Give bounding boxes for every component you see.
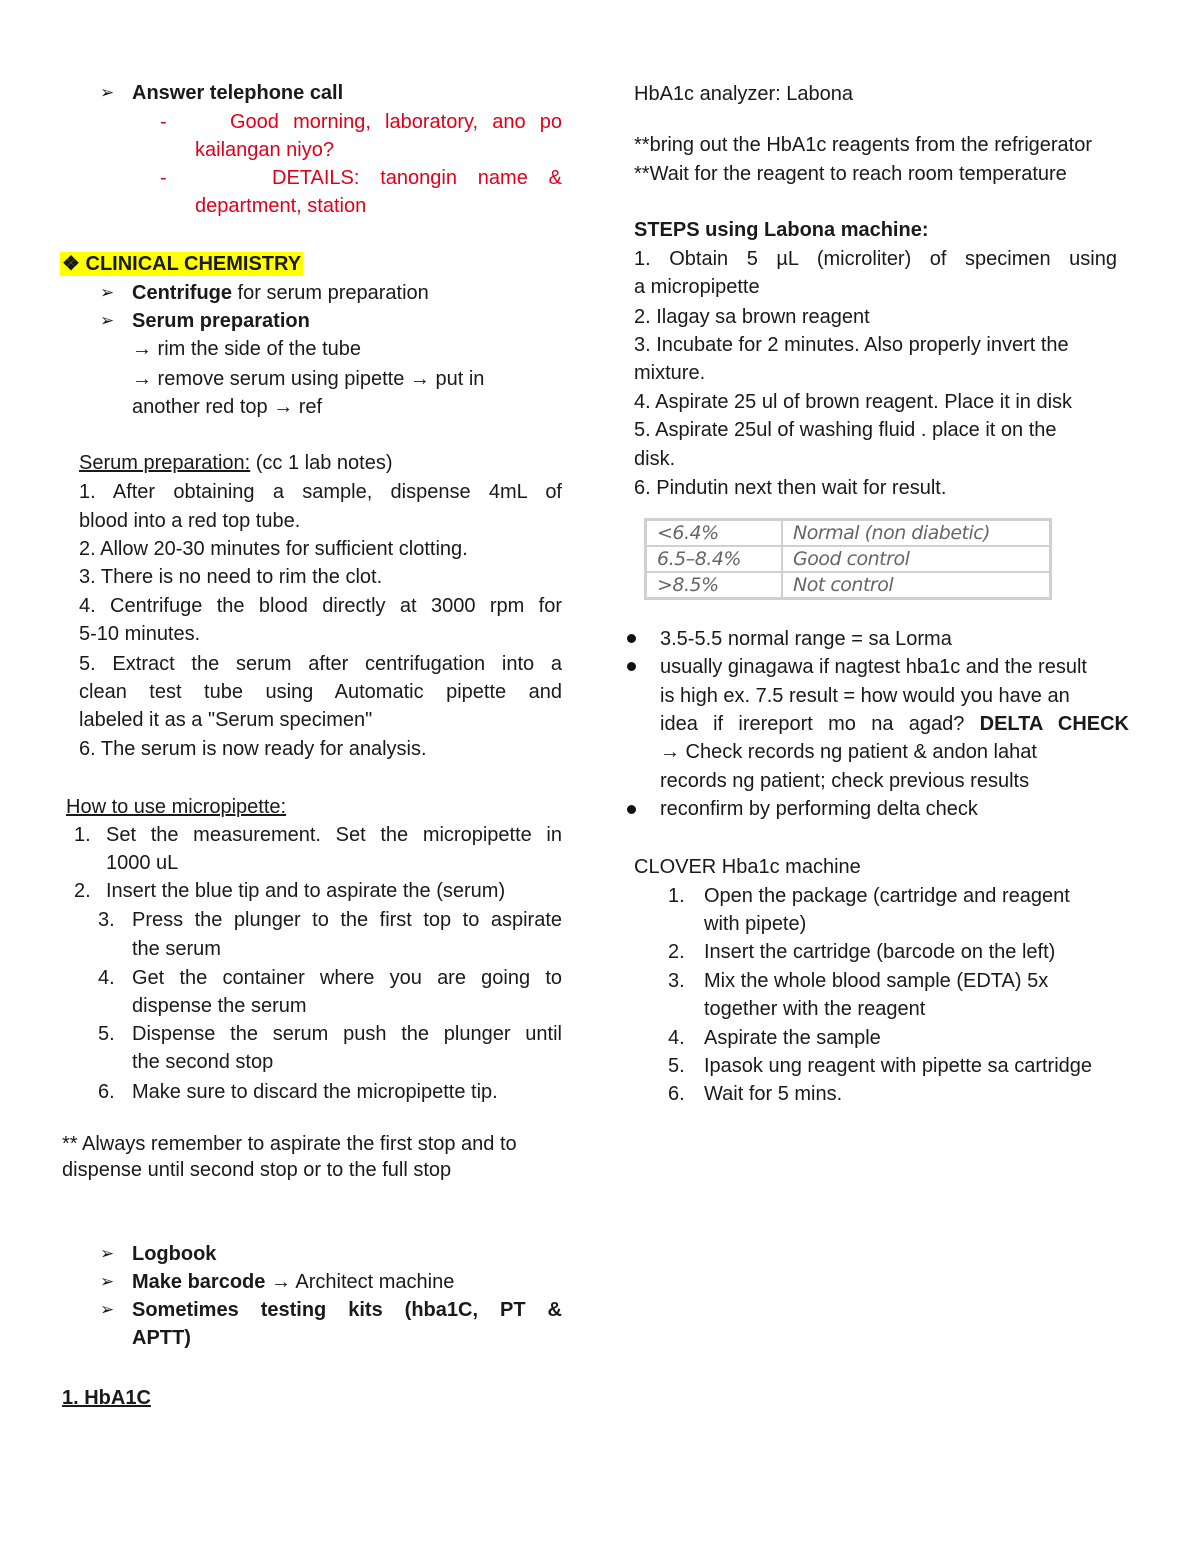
- bullet-dot-icon: [627, 662, 636, 671]
- clover-line: with pipete): [704, 913, 807, 935]
- serum-line: 5-10 minutes.: [79, 623, 201, 645]
- serum-line: 4. Centrifuge the blood directly at 3000 rpm for: [79, 595, 562, 617]
- step-line: 6. Pindutin next then wait for result.: [634, 477, 947, 499]
- table-cell: Not control: [782, 572, 1051, 599]
- dash-marker: -: [160, 167, 167, 189]
- phone-item-2-line2: department, station: [195, 195, 367, 217]
- step-line: a micropipette: [634, 276, 760, 298]
- bullet-line: 3.5-5.5 normal range = sa Lorma: [660, 628, 952, 650]
- serum-line: 5. Extract the serum after centrifugation into a: [79, 653, 562, 675]
- clover-line: Open the package (cartridge and reagent: [704, 885, 1070, 907]
- micro-line: Press the plunger to the first top to aspirate: [132, 909, 562, 931]
- serum-line: 6. The serum is now ready for analysis.: [79, 738, 427, 760]
- table-cell: >8.5%: [646, 572, 783, 599]
- table-cell: 6.5–8.4%: [646, 546, 783, 572]
- bullet-line: reconfirm by performing delta check: [660, 798, 978, 820]
- note-line2: dispense until second stop or to the full stop: [62, 1159, 452, 1181]
- step-line: 1. Obtain 5 µL (microliter) of specimen using: [634, 248, 1117, 270]
- serum-prep-sub1: → rim the side of the tube: [132, 338, 362, 360]
- task-barcode: Make barcode → Architect machine: [132, 1271, 455, 1293]
- clover-line: Insert the cartridge (barcode on the left): [704, 941, 1056, 963]
- task-testing-kits: Sometimes testing kits (hba1C, PT &: [132, 1299, 562, 1321]
- arrow-bullet-icon: ➢: [100, 1300, 115, 1319]
- step-line: 3. Incubate for 2 minutes. Also properly invert the: [634, 334, 1069, 356]
- diamond-bullet-icon: ❖: [62, 253, 86, 275]
- step-line: 5. Aspirate 25ul of washing fluid . place it on the: [634, 419, 1057, 441]
- note-line1: ** Always remember to aspirate the first stop and to: [62, 1133, 517, 1155]
- serum-line: blood into a red top tube.: [79, 510, 301, 532]
- micro-num: 1.: [74, 824, 91, 846]
- hba1c-reference-table: [644, 518, 1052, 600]
- dash-marker: -: [160, 111, 167, 133]
- table-cell: Good control: [782, 546, 1051, 572]
- bullet-dot-icon: [627, 634, 636, 643]
- arrow-bullet-icon: ➢: [100, 83, 115, 102]
- micro-num: 6.: [98, 1081, 115, 1103]
- micro-line: Make sure to discard the micropipette tip.: [132, 1081, 498, 1103]
- table-cell: <6.4%: [646, 520, 783, 547]
- micro-num: 5.: [98, 1023, 115, 1045]
- micro-num: 4.: [98, 967, 115, 989]
- clover-num: 2.: [668, 941, 685, 963]
- serum-line: clean test tube using Automatic pipette and: [79, 681, 562, 703]
- steps-title: STEPS using Labona machine:: [634, 219, 929, 241]
- micro-line: Get the container where you are going to: [132, 967, 562, 989]
- hba1c-heading: 1. HbA1C: [62, 1387, 151, 1409]
- bullet-line: usually ginagawa if nagtest hba1c and the result: [660, 656, 1087, 678]
- arrow-bullet-icon: ➢: [100, 1244, 115, 1263]
- clover-line: Ipasok ung reagent with pipette sa cartridge: [704, 1055, 1093, 1077]
- bullet-line: records ng patient; check previous results: [660, 770, 1030, 792]
- clover-line: Aspirate the sample: [704, 1027, 881, 1049]
- micro-line: Dispense the serum push the plunger until: [132, 1023, 562, 1045]
- phone-heading: Answer telephone call: [132, 82, 344, 104]
- centrifuge-line: Centrifuge for serum preparation: [132, 282, 429, 304]
- micro-line: the second stop: [132, 1051, 274, 1073]
- micro-line: the serum: [132, 938, 221, 960]
- clover-num: 3.: [668, 970, 685, 992]
- micro-line: Insert the blue tip and to aspirate the (serum): [106, 880, 506, 902]
- micro-num: 3.: [98, 909, 115, 931]
- serum-line: 2. Allow 20-30 minutes for sufficient clotting.: [79, 538, 468, 560]
- bullet-line: → Check records ng patient & andon lahat: [660, 741, 1037, 763]
- table-row: [646, 572, 1051, 599]
- serum-prep-sub3: another red top → ref: [132, 396, 323, 418]
- micro-line: dispense the serum: [132, 995, 307, 1017]
- reagent-note-1: **bring out the HbA1c reagents from the refrigerator: [634, 134, 1093, 156]
- serum-section-title: Serum preparation: (cc 1 lab notes): [79, 452, 393, 474]
- serum-prep-heading: Serum preparation: [132, 310, 310, 332]
- clover-num: 5.: [668, 1055, 685, 1077]
- step-line: mixture.: [634, 362, 706, 384]
- clover-line: together with the reagent: [704, 998, 926, 1020]
- clinical-chemistry-heading: ❖ CLINICAL CHEMISTRY: [62, 253, 302, 275]
- arrow-bullet-icon: ➢: [100, 311, 115, 330]
- task-logbook: Logbook: [132, 1243, 217, 1265]
- phone-item-1-line1: Good morning, laboratory, ano po: [230, 111, 562, 133]
- arrow-bullet-icon: ➢: [100, 283, 115, 302]
- clover-num: 4.: [668, 1027, 685, 1049]
- step-line: disk.: [634, 448, 676, 470]
- table-cell: Normal (non diabetic): [782, 520, 1051, 547]
- clover-line: Mix the whole blood sample (EDTA) 5x: [704, 970, 1049, 992]
- task-testing-kits-cont: APTT): [132, 1327, 191, 1349]
- bullet-line: is high ex. 7.5 result = how would you have an: [660, 685, 1070, 707]
- bullet-dot-icon: [627, 805, 636, 814]
- serum-line: 3. There is no need to rim the clot.: [79, 566, 383, 588]
- serum-line: 1. After obtaining a sample, dispense 4mL of: [79, 481, 562, 503]
- arrow-bullet-icon: ➢: [100, 1272, 115, 1291]
- serum-prep-sub2: → remove serum using pipette → put in: [132, 368, 485, 390]
- serum-line: labeled it as a "Serum specimen": [79, 709, 373, 731]
- step-line: 2. Ilagay sa brown reagent: [634, 306, 870, 328]
- bullet-line: idea if irereport mo na agad? DELTA CHECK: [660, 713, 1129, 735]
- table-row: [646, 520, 1051, 547]
- table-row: [646, 546, 1051, 572]
- clover-num: 1.: [668, 885, 685, 907]
- clover-num: 6.: [668, 1083, 685, 1105]
- phone-item-1-line2: kailangan niyo?: [195, 139, 334, 161]
- analyzer-line: HbA1c analyzer: Labona: [634, 83, 854, 105]
- micropipette-title: How to use micropipette:: [66, 796, 287, 818]
- step-line: 4. Aspirate 25 ul of brown reagent. Place it in disk: [634, 391, 1073, 413]
- clover-line: Wait for 5 mins.: [704, 1083, 843, 1105]
- micro-num: 2.: [74, 880, 91, 902]
- micro-line: 1000 uL: [106, 852, 179, 874]
- clover-title: CLOVER Hba1c machine: [634, 856, 861, 878]
- phone-item-2-line1: DETAILS: tanongin name &: [272, 167, 562, 189]
- micro-line: Set the measurement. Set the micropipette in: [106, 824, 562, 846]
- reagent-note-2: **Wait for the reagent to reach room temperature: [634, 163, 1067, 185]
